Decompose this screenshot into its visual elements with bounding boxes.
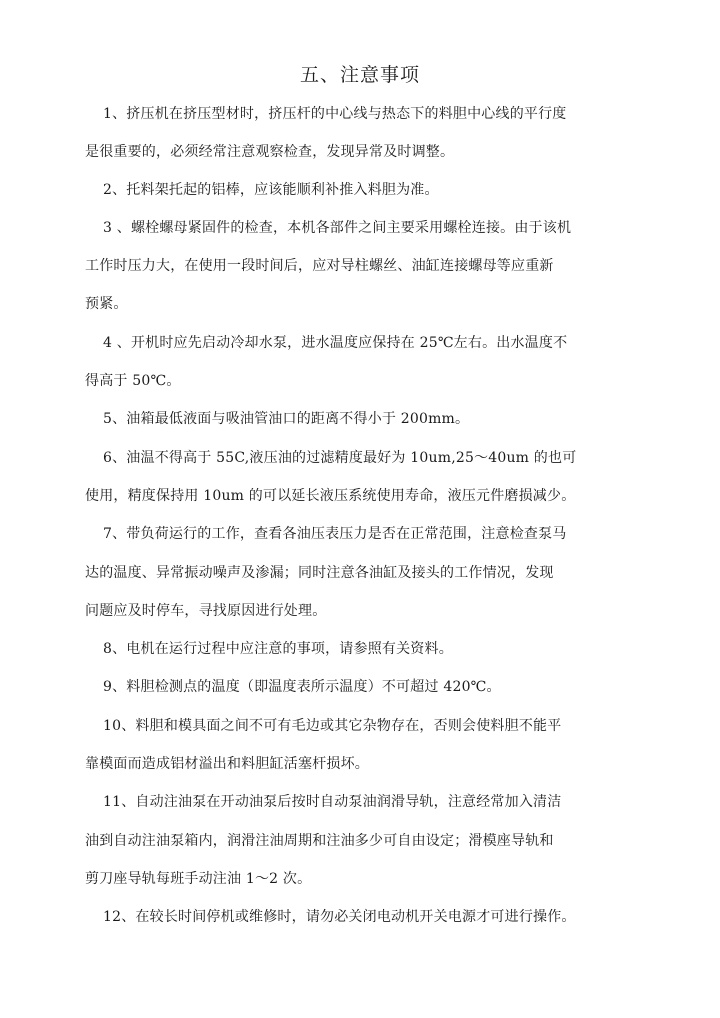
item-7-line-1: 7、带负荷运行的工作，查看各油压表压力是否在正常范围，注意检查泵马 — [103, 526, 567, 542]
item-11-line-1: 11、自动注油泵在开动油泵后按时自动泵油润滑导轨，注意经常加入清洁 — [103, 794, 562, 810]
item-1-line-2: 是很重要的，必须经常注意观察检查，发现异常及时调整。 — [85, 144, 455, 160]
item-11-line-3: 剪刀座导轨每班手动注油 1～2 次。 — [85, 871, 312, 887]
item-1-line-1: 1、挤压机在挤压型材时，挤压杆的中心线与热态下的料胆中心线的平行度 — [103, 106, 567, 122]
item-12-line-1: 12、在较长时间停机或维修时，请勿必关闭电动机开关电源才可进行操作。 — [103, 909, 576, 925]
document-title: 五、注意事项 — [299, 64, 420, 86]
item-6-line-2: 使用，精度保持用 10um 的可以延长液压系统使用寿命，液压元件磨损减少。 — [85, 488, 576, 504]
item-3-line-1: 3 、螺栓螺母紧固件的检查，本机各部件之间主要采用螺栓连接。由于该机 — [103, 220, 572, 236]
item-10-line-2: 靠模面而造成铝材溢出和料胆缸活塞杆损坏。 — [85, 756, 369, 772]
item-9-line-1: 9、料胆检测点的温度（即温度表所示温度）不可超过 420℃。 — [103, 679, 501, 695]
item-10-line-1: 10、料胆和模具面之间不可有毛边或其它杂物存在，否则会使料胆不能平 — [103, 718, 562, 734]
item-3-line-3: 预紧。 — [85, 296, 128, 312]
item-7-line-2: 达的温度、异常振动噪声及渗漏；同时注意各油缸及接头的工作情况，发现 — [85, 565, 554, 581]
item-7-line-3: 问题应及时停车，寻找原因进行处理。 — [85, 603, 327, 619]
item-8-line-1: 8、电机在运行过程中应注意的事项，请参照有关资料。 — [103, 641, 453, 657]
item-11-line-2: 油到自动注油泵箱内，润滑注油周期和注油多少可自由设定；滑模座导轨和 — [85, 833, 554, 849]
item-6-line-1: 6、油温不得高于 55C,液压油的过滤精度最好为 10um,25～40um 的也可 — [103, 450, 577, 466]
item-5-line-1: 5、油箱最低液面与吸油管油口的距离不得小于 200mm。 — [103, 411, 470, 427]
item-2-line-1: 2、托料架托起的铝棒，应该能顺利补推入料胆为准。 — [103, 182, 439, 198]
item-4-line-1: 4 、开机时应先启动冷却水泵，进水温度应保持在 25℃左右。出水温度不 — [103, 335, 568, 351]
item-3-line-2: 工作时压力大，在使用一段时间后，应对导柱螺丝、油缸连接螺母等应重新 — [85, 258, 554, 274]
item-4-line-2: 得高于 50℃。 — [85, 373, 181, 389]
